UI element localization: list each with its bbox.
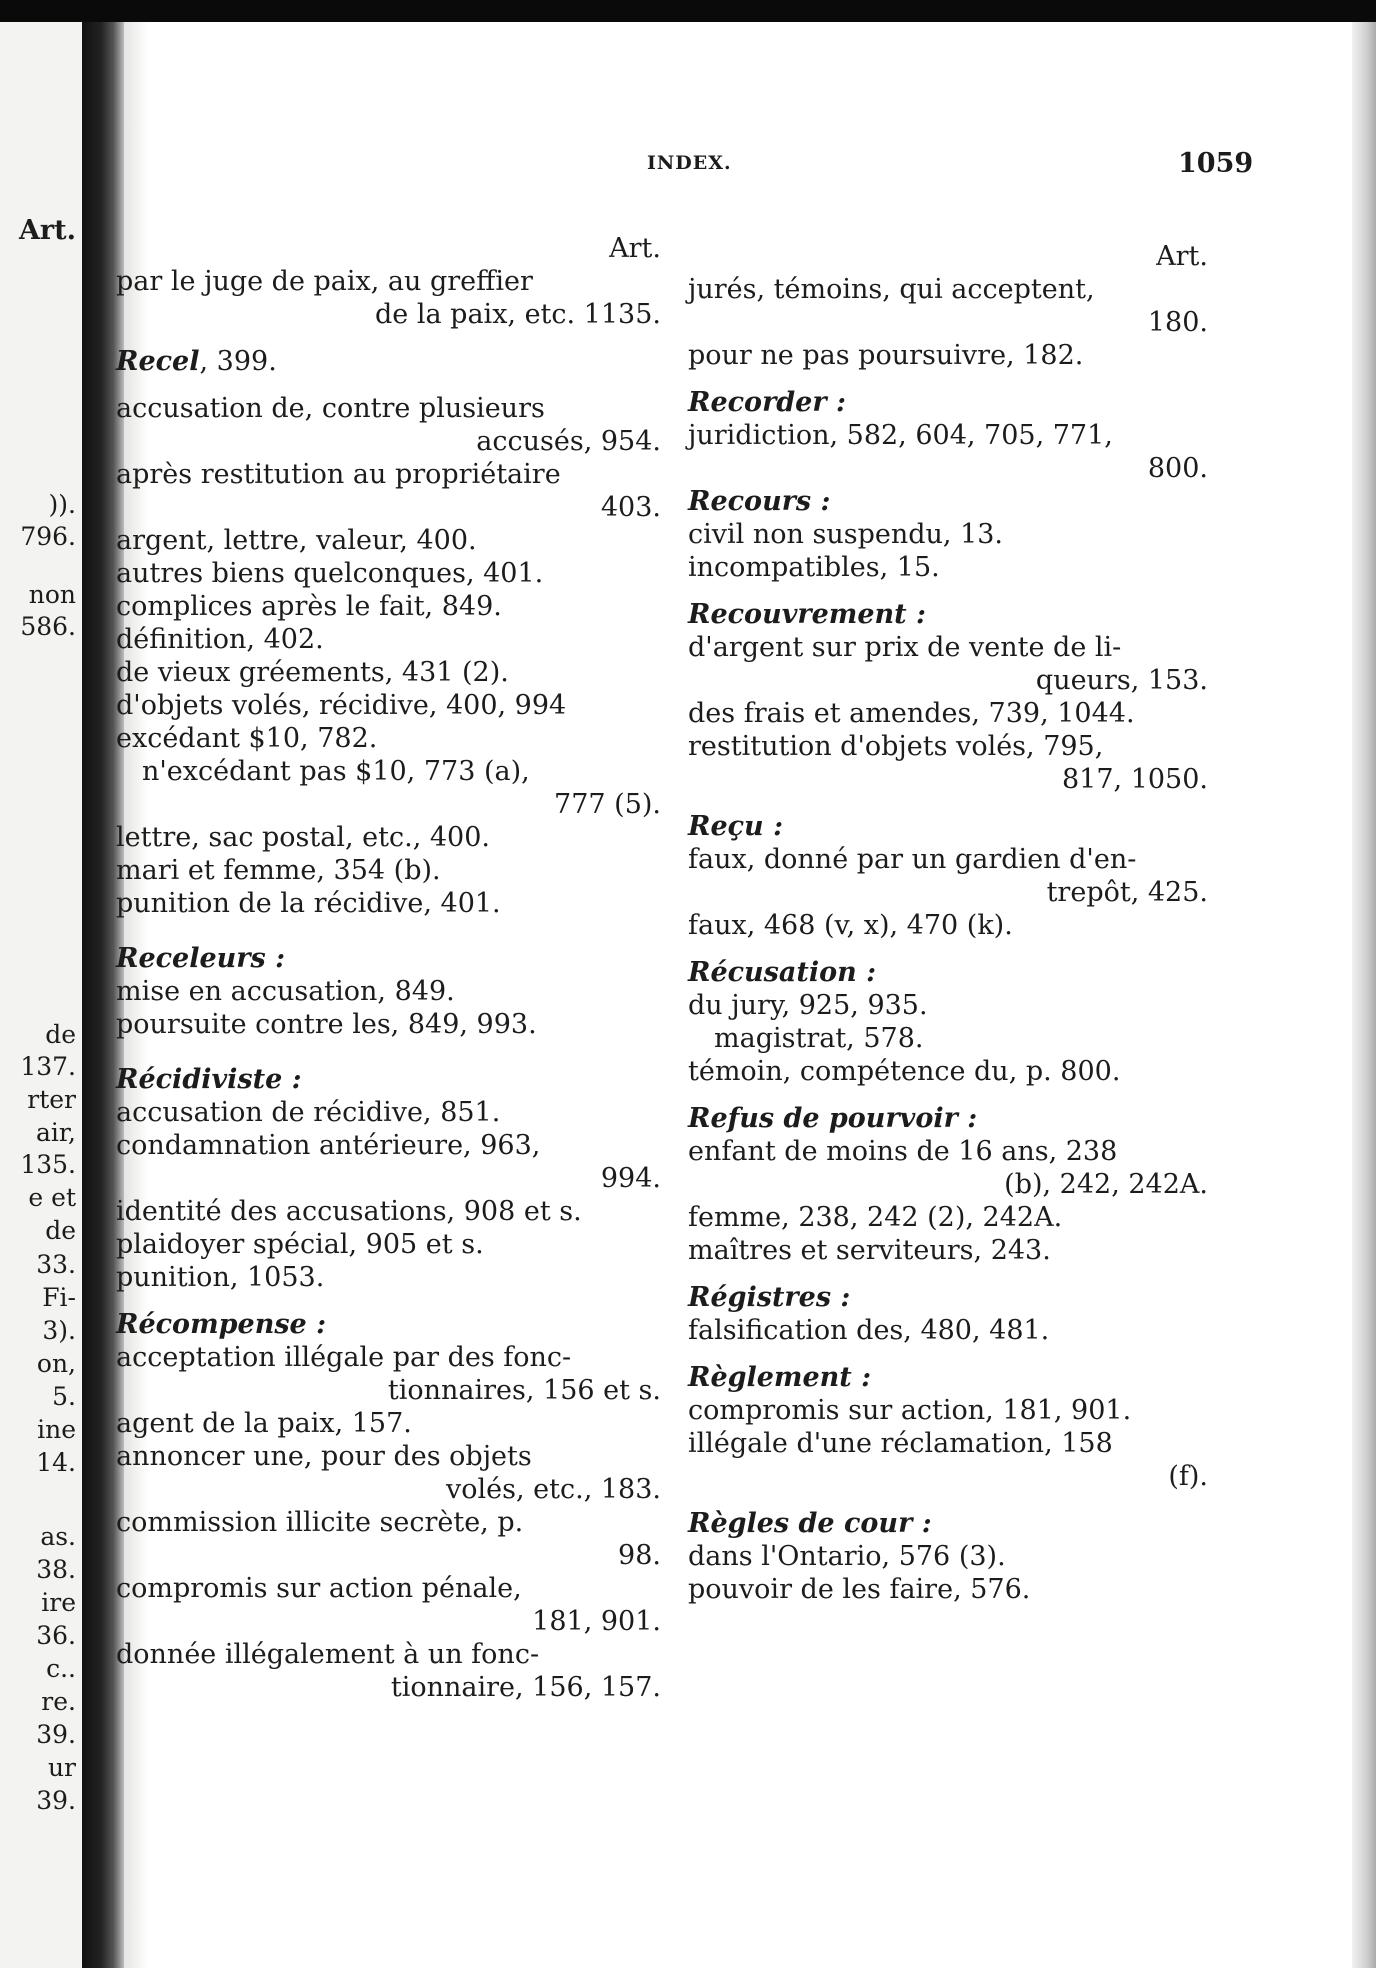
index-entry: de vieux gréements, 431 (2).: [116, 657, 509, 688]
margin-fragment: rter: [27, 1085, 76, 1114]
margin-fragment: as.: [40, 1522, 76, 1551]
margin-fragment: Fi-: [42, 1283, 76, 1312]
margin-fragment: non: [28, 580, 76, 609]
index-entry: témoin, compétence du, p. 800.: [688, 1056, 1121, 1087]
margin-fragment: 586.: [20, 612, 76, 641]
index-entry: faux, 468 (v, x), 470 (k).: [688, 910, 1013, 941]
index-entry: lettre, sac postal, etc., 400.: [116, 822, 490, 853]
spacer: [116, 1294, 661, 1308]
margin-fragment: 796.: [20, 522, 76, 551]
index-entry: de la paix, etc. 1135.: [375, 299, 661, 330]
index-entry: d'objets volés, récidive, 400, 994: [116, 690, 567, 721]
margin-fragment: ur: [47, 1753, 76, 1782]
index-heading: Recorder :: [688, 387, 846, 418]
index-entry: acceptation illégale par des fonc-: [116, 1342, 572, 1373]
index-heading: Reçu :: [688, 811, 784, 842]
index-entry: 817, 1050.: [1062, 764, 1208, 795]
index-entry: identité des accusations, 908 et s.: [116, 1196, 582, 1227]
spacer: [116, 378, 661, 392]
index-entry: dans l'Ontario, 576 (3).: [688, 1541, 1006, 1572]
index-entry: femme, 238, 242 (2), 242A.: [688, 1202, 1063, 1233]
index-entry: des frais et amendes, 739, 1044.: [688, 698, 1135, 729]
index-entry: 800.: [1147, 453, 1208, 484]
scan-border-top: [0, 0, 1376, 22]
index-entry: (f).: [1168, 1461, 1208, 1492]
index-entry: complices après le fait, 849.: [116, 591, 502, 622]
page-number: 1059: [1178, 148, 1254, 179]
index-entry: 777 (5).: [554, 789, 661, 820]
index-entry: plaidoyer spécial, 905 et s.: [116, 1229, 484, 1260]
margin-fragment: air,: [35, 1118, 76, 1147]
index-entry: 403.: [600, 492, 661, 523]
page-edge: [1352, 22, 1376, 1968]
margin-fragment: 39.: [36, 1720, 76, 1749]
margin-fragment: 3).: [42, 1316, 76, 1345]
margin-fragment: de: [45, 1020, 76, 1049]
index-entry: queurs, 153.: [1035, 665, 1208, 696]
index-entry: mise en accusation, 849.: [116, 976, 455, 1007]
margin-fragment: )).: [48, 490, 76, 519]
index-entry: magistrat, 578.: [714, 1023, 924, 1054]
index-entry: tionnaires, 156 et s.: [387, 1375, 661, 1406]
index-entry: poursuite contre les, 849, 993.: [116, 1009, 537, 1040]
spacer: [688, 1347, 1208, 1361]
spacer: [688, 372, 1208, 386]
margin-fragment: 137.: [20, 1052, 76, 1081]
index-entry: incompatibles, 15.: [688, 552, 940, 583]
index-entry: 994.: [600, 1163, 661, 1194]
spacer: [116, 1041, 661, 1063]
index-entry: agent de la paix, 157.: [116, 1408, 412, 1439]
index-heading: Régistres :: [688, 1282, 851, 1313]
margin-fragment: 36.: [36, 1621, 76, 1650]
index-entry: autres biens quelconques, 401.: [116, 558, 544, 589]
index-entry: falsification des, 480, 481.: [688, 1315, 1050, 1346]
margin-fragment: re.: [41, 1687, 76, 1716]
margin-fragment: 5.: [52, 1382, 76, 1411]
index-entry: excédant $10, 782.: [116, 723, 378, 754]
spacer: [688, 1088, 1208, 1102]
index-entry: définition, 402.: [116, 624, 324, 655]
index-entry: n'excédant pas $10, 773 (a),: [142, 756, 530, 787]
index-entry: volés, etc., 183.: [446, 1474, 661, 1505]
index-entry: accusés, 954.: [476, 426, 661, 457]
margin-fragment: 33.: [36, 1250, 76, 1279]
index-entry: compromis sur action pénale,: [116, 1573, 522, 1604]
index-heading: Recouvrement :: [688, 599, 927, 630]
margin-fragment: Art.: [18, 215, 76, 246]
index-entry: enfant de moins de 16 ans, 238: [688, 1136, 1118, 1167]
margin-fragment: 38.: [36, 1555, 76, 1584]
index-entry: commission illicite secrète, p.: [116, 1507, 524, 1538]
index-entry: pour ne pas poursuivre, 182.: [688, 340, 1084, 371]
index-heading: Recel, 399.: [116, 346, 277, 377]
spacer: [116, 331, 661, 345]
adjacent-page-fragment: [0, 22, 82, 1968]
index-entry: jurés, témoins, qui acceptent,: [688, 274, 1095, 305]
spacer: [688, 942, 1208, 956]
index-entry: accusation de récidive, 851.: [116, 1097, 501, 1128]
margin-fragment: on,: [36, 1349, 76, 1378]
index-entry: punition, 1053.: [116, 1262, 325, 1293]
margin-fragment: 39.: [36, 1786, 76, 1815]
margin-fragment: 135.: [20, 1150, 76, 1179]
index-entry: juridiction, 582, 604, 705, 771,: [688, 420, 1113, 451]
index-entry: pouvoir de les faire, 576.: [688, 1574, 1031, 1605]
margin-fragment: 14.: [36, 1448, 76, 1477]
index-entry: 98.: [618, 1540, 661, 1571]
index-heading: Refus de pourvoir :: [688, 1103, 978, 1134]
index-entry: après restitution au propriétaire: [116, 459, 561, 490]
index-heading: Récidiviste :: [116, 1064, 302, 1095]
margin-fragment: ine: [37, 1415, 76, 1444]
index-heading: Règles de cour :: [688, 1508, 932, 1539]
index-entry: mari et femme, 354 (b).: [116, 855, 441, 886]
index-entry: du jury, 925, 935.: [688, 990, 928, 1021]
index-entry: maîtres et serviteurs, 243.: [688, 1235, 1051, 1266]
index-heading: Règlement :: [688, 1362, 872, 1393]
index-heading: Récusation :: [688, 957, 877, 988]
index-heading: Récompense :: [116, 1309, 327, 1340]
index-entry: compromis sur action, 181, 901.: [688, 1395, 1132, 1426]
index-column-left: [116, 232, 661, 1704]
index-heading: Receleurs :: [116, 943, 286, 974]
art-column-header: Art.: [609, 233, 661, 264]
index-entry: donnée illégalement à un fonc-: [116, 1639, 540, 1670]
margin-fragment: e et: [28, 1183, 76, 1212]
spacer: [688, 796, 1208, 810]
margin-fragment: de: [45, 1216, 76, 1245]
spacer: [688, 1493, 1208, 1507]
running-head: INDEX.: [647, 152, 732, 174]
spacer: [688, 584, 1208, 598]
index-entry: restitution d'objets volés, 795,: [688, 731, 1104, 762]
spacer: [116, 920, 661, 942]
index-entry: annoncer une, pour des objets: [116, 1441, 532, 1472]
index-entry: illégale d'une réclamation, 158: [688, 1428, 1113, 1459]
index-entry: faux, donné par un gardien d'en-: [688, 844, 1137, 875]
index-heading-term: Recel: [116, 346, 200, 377]
index-entry: 181, 901.: [532, 1606, 661, 1637]
index-entry: (b), 242, 242A.: [1004, 1169, 1208, 1200]
index-entry: d'argent sur prix de vente de li-: [688, 632, 1122, 663]
index-entry: par le juge de paix, au greffier: [116, 266, 533, 297]
index-heading: Recours :: [688, 486, 831, 517]
index-entry: 180.: [1147, 307, 1208, 338]
index-entry: punition de la récidive, 401.: [116, 888, 501, 919]
margin-fragment: c..: [46, 1654, 76, 1683]
index-entry: trepôt, 425.: [1046, 877, 1208, 908]
index-entry: condamnation antérieure, 963,: [116, 1130, 541, 1161]
art-column-header: Art.: [1156, 241, 1208, 272]
index-page: [116, 22, 1352, 1968]
index-entry: accusation de, contre plusieurs: [116, 393, 545, 424]
margin-fragment: ire: [41, 1588, 76, 1617]
spacer: [688, 1267, 1208, 1281]
index-entry: civil non suspendu, 13.: [688, 519, 1004, 550]
index-column-right: [688, 240, 1208, 1606]
index-entry: argent, lettre, valeur, 400.: [116, 525, 477, 556]
index-entry: tionnaire, 156, 157.: [390, 1672, 661, 1703]
